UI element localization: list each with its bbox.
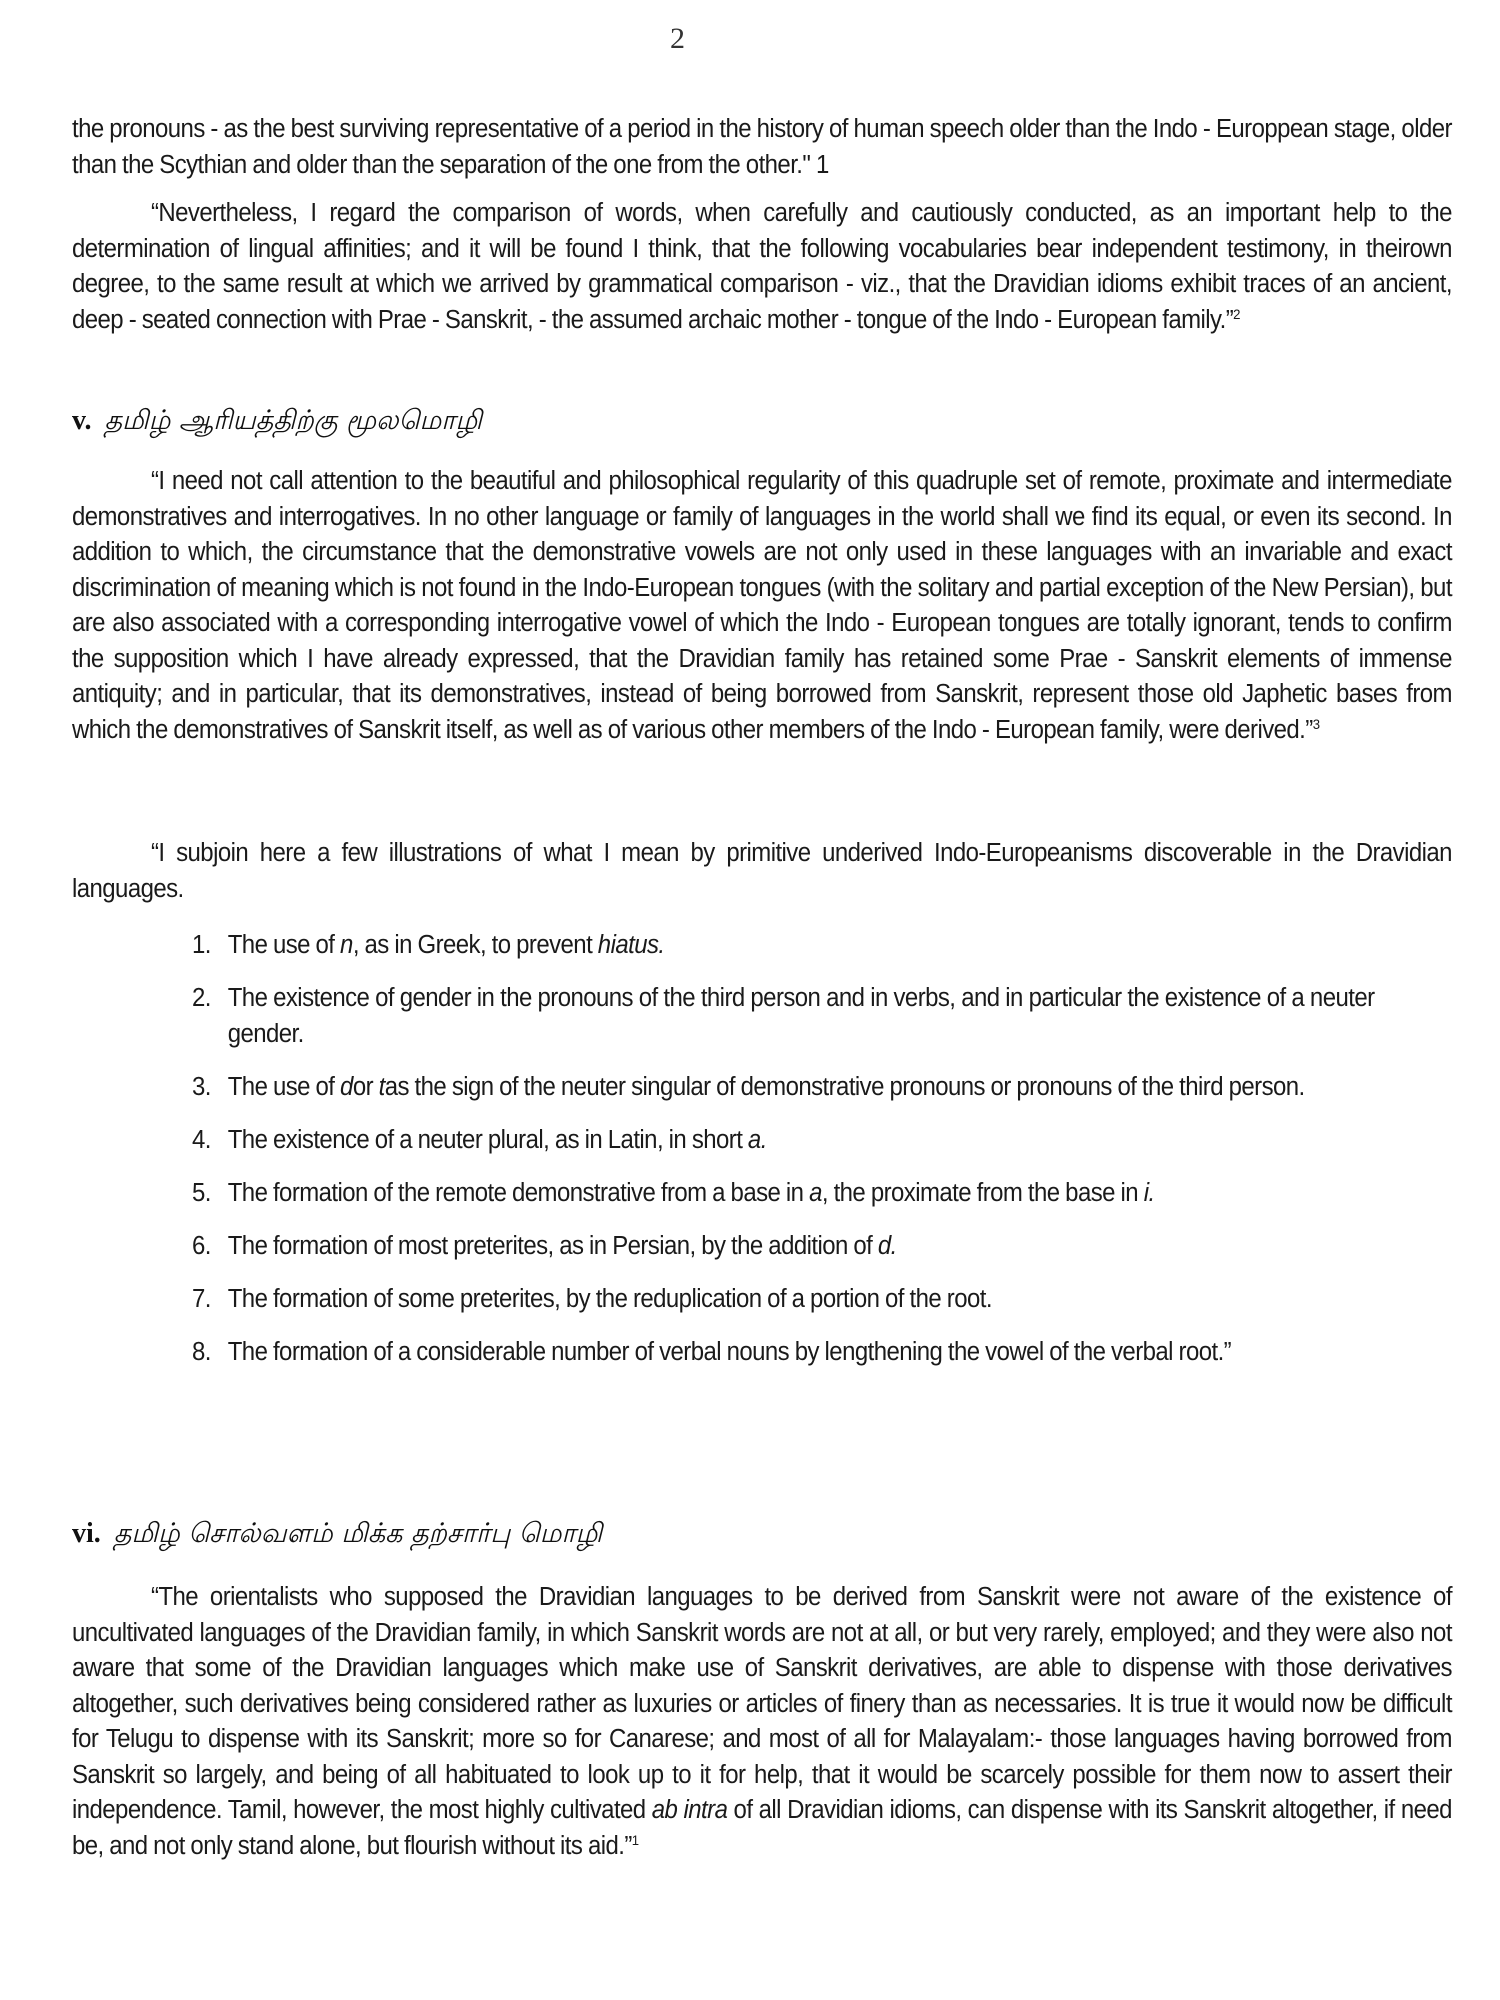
paragraph-orientalists	[72, 1580, 1452, 1864]
list-number: 3.	[192, 1072, 211, 1101]
italic-term: i.	[1143, 1178, 1155, 1207]
list-number: 1.	[192, 931, 211, 959]
paragraph-text: “I subjoin here a few illustrations of what I mean by primitive underived Indo-Europeanisms discoverable in the Dravidian languages.	[72, 839, 1452, 903]
footnote-ref: 3	[1312, 715, 1320, 732]
section-heading-vi	[72, 1518, 602, 1553]
footnote-ref: 2	[1233, 305, 1240, 322]
list-item: 6. The formation of most preterites, as in Persian, by the addition of d.	[192, 1229, 1375, 1265]
paragraph-nevertheless	[72, 196, 1452, 338]
list-item: 8. The formation of a considerable number of verbal nouns by lengthening the vowel of the verbal root.”	[192, 1335, 1375, 1371]
paragraph-text: the pronouns - as the best surviving representative of a period in the history of human speech older than the Indo - Europpean stage, older than the Scythian and older than the separation of the one from the other." 1	[72, 115, 1452, 179]
list-number: 5.	[192, 1178, 211, 1207]
section-numeral: vi.	[72, 1518, 101, 1549]
list-number: 4.	[192, 1125, 211, 1154]
section-heading-v	[72, 405, 482, 440]
italic-term: d	[340, 1072, 353, 1101]
italic-term: hiatus.	[597, 931, 665, 959]
italic-term: a.	[747, 1125, 767, 1154]
paragraph-text: of all Dravidian idioms, can dispense with its Sanskrit altogether, if need be, and not only stand alone, but flourish without its aid.”	[72, 1796, 1452, 1860]
paragraph-illustrations	[72, 836, 1452, 907]
italic-term: a	[809, 1178, 822, 1207]
italic-term: d.	[877, 1231, 897, 1260]
page-number: 2	[670, 22, 685, 55]
list-item: 2. The existence of gender in the pronouns of the third person and in verbs, and in particular the existence of a neuter gender.	[192, 981, 1375, 1052]
numbered-list	[192, 928, 1450, 1388]
paragraph-text: “The orientalists who supposed the Dravidian languages to be derived from Sanskrit were not aware of the existence of uncultivated languages of the Dravidian family, in which Sanskrit words are not at all, or but very rarely, employed; and they were also not aware that some of the Dravidian languages which make use of Sanskrit derivatives, are able to dispense with those derivatives altogether, such derivatives being considered rather as luxuries or articles of finery than as necessaries. It is true it would now be difficult for Telugu to dispense with its Sanskrit; more so for Canarese; and most of all for Malayalam:- those languages having borrowed from Sanskrit so largely, and being of all habituated to look up to it for help, that it would be scarcely possible for them now to assert their independence. Tamil, however, the most highly cultivated	[72, 1583, 1452, 1824]
section-title: தமிழ் சொல்வளம் மிக்க தற்சார்பு மொழி	[113, 1518, 603, 1549]
italic-term: ab intra	[651, 1796, 728, 1824]
list-number: 7.	[192, 1284, 211, 1313]
section-title: தமிழ் ஆரியத்திற்கு மூலமொழி	[104, 405, 482, 436]
list-number: 6.	[192, 1231, 211, 1260]
list-item: 4. The existence of a neuter plural, as in Latin, in short a.	[192, 1123, 1375, 1159]
list-number: 8.	[192, 1337, 211, 1366]
paragraph-text: “I need not call attention to the beautiful and philosophical regularity of this quadruple set of remote, proximate and intermediate demonstratives and interrogatives. In no other language or family of languages in the world shall we find its equal, or even its second. In addition to which, the circumstance that the demonstrative vowels are not only used in these languages with an invariable and exact discrimination of meaning which is not found in the Indo-European tongues (with the solitary and partial exception of the New Persian), but are also associated with a corresponding interrogative vowel of which the Indo - European tongues are totally ignorant, tends to confirm the supposition which I have already expressed, that the Dravidian family has retained some Prae - Sanskrit elements of immense antiquity; and in particular, that its demonstratives, instead of being borrowed from Sanskrit, represent those old Japhetic bases from which the demonstratives of Sanskrit itself, as well as of various other members of the Indo - European family, were derived.”	[72, 467, 1452, 744]
list-item: 1. The use of n, as in Greek, to prevent hiatus.	[192, 928, 1375, 964]
list-item: 5. The formation of the remote demonstrative from a base in a, the proximate from the base in i.	[192, 1176, 1375, 1212]
italic-term: t	[378, 1072, 385, 1101]
footnote-ref: 1	[631, 1831, 639, 1848]
list-item: 7. The formation of some preterites, by the reduplication of a portion of the root.	[192, 1282, 1375, 1318]
section-numeral: v.	[72, 405, 92, 436]
paragraph-demonstratives	[72, 464, 1452, 748]
list	[192, 928, 1375, 1370]
list-number: 2.	[192, 984, 211, 1012]
paragraph-continuation	[72, 112, 1452, 183]
paragraph-text: “Nevertheless, I regard the comparison of words, when carefully and cautiously conducted, as an important help to the determination of lingual affinities; and it will be found I think, that the following vocabularies bear independent testimony, in theirown degree, to the same result at which we arrived by grammatical comparison - viz., that the Dravidian idioms exhibit traces of an ancient, deep - seated connection with Prae - Sanskrit, - the assumed archaic mother - tongue of the Indo - European family.”	[72, 199, 1452, 334]
italic-term: n	[340, 931, 353, 959]
list-item: 3. The use of dor tas the sign of the neuter singular of demonstrative pronouns or pronouns of the third person.	[192, 1070, 1375, 1106]
